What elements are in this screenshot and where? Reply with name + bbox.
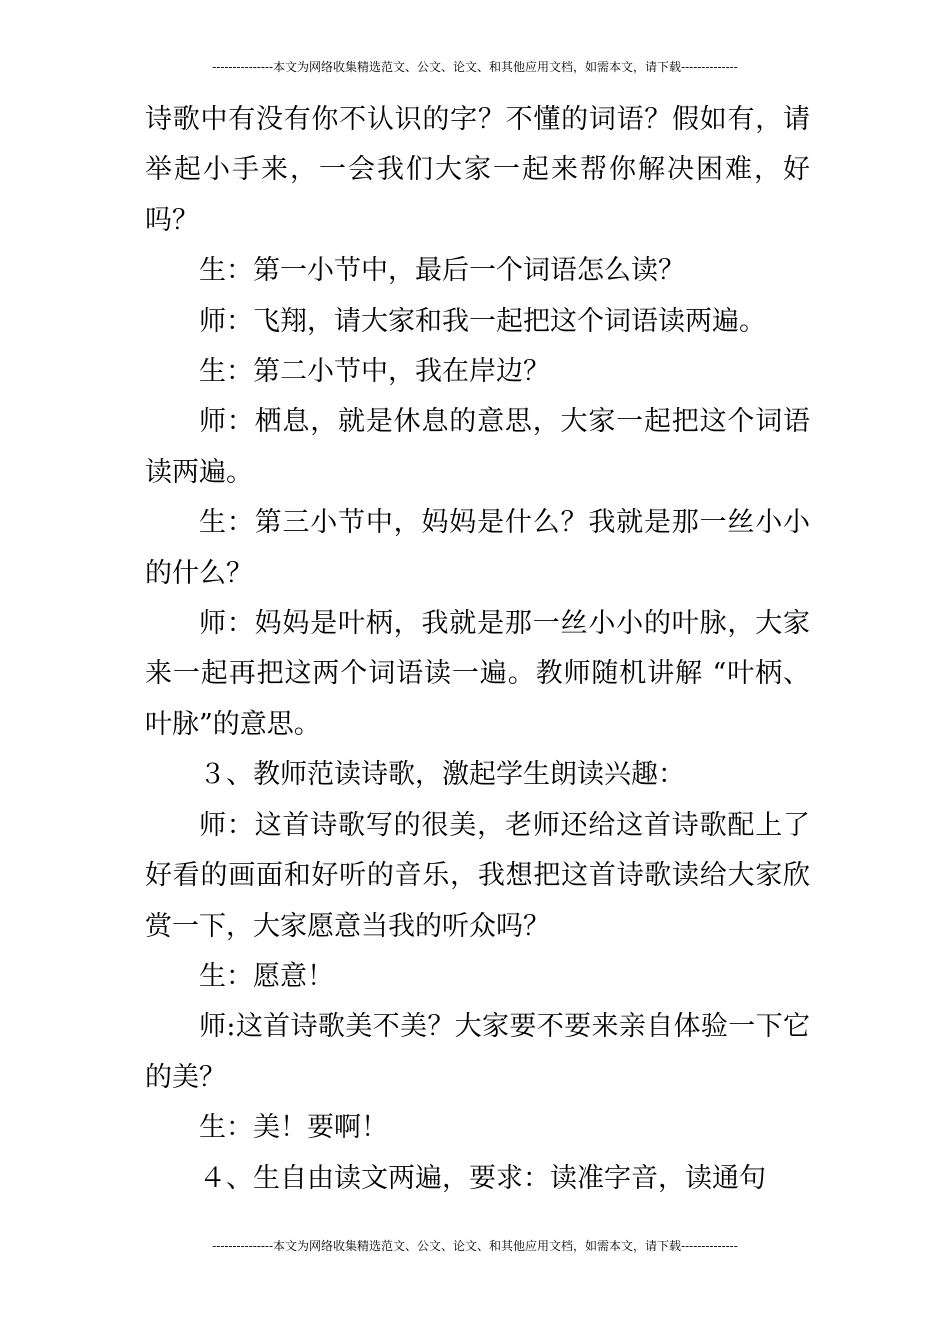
paragraph: ３、教师范读诗歌，激起学生朗读兴趣： [199,759,685,791]
footer-banner: ---------------本文为网络收集精选范文、公文、论文、和其他应用文档，如需本文，请下载-------------- [212,1239,738,1253]
document-body [145,95,810,1204]
paragraph: 师：妈妈是叶柄，我就是那一丝小小的叶脉，大家来一起再把这两个词语读一遍。教师随机讲解 “叶柄、叶脉”的意思。 [145,608,810,740]
paragraph: 生：美！要啊！ [199,1112,388,1144]
paragraph: 诗歌中有没有你不认识的字？不懂的词语？假如有，请举起小手来，一会我们大家一起来帮你解决困难，好吗？ [145,104,810,236]
paragraph: 师：栖息，就是休息的意思，大家一起把这个词语读两遍。 [145,406,810,488]
paragraph: 师：这首诗歌写的很美，老师还给这首诗歌配上了好看的画面和好听的音乐，我想把这首诗歌读给大家欣赏一下，大家愿意当我的听众吗？ [145,809,810,942]
paragraph: 生：第三小节中，妈妈是什么？我就是那一丝小小的什么？ [145,507,810,589]
paragraph: 生：第一小节中，最后一个词语怎么读？ [199,255,685,287]
paragraph: 师：飞翔，请大家和我一起把这个词语读两遍。 [199,305,766,337]
paragraph: 生：第二小节中，我在岸边？ [199,356,550,388]
paragraph: 师:这首诗歌美不美？大家要不要来亲自体验一下它的美？ [145,1011,810,1093]
header-banner: ---------------本文为网络收集精选范文、公文、论文、和其他应用文档，如需本文，请下载-------------- [212,60,738,74]
paragraph: 生：愿意！ [199,960,334,992]
paragraph: ４、生自由读文两遍，要求：读准字音，读通句 [199,1162,766,1194]
